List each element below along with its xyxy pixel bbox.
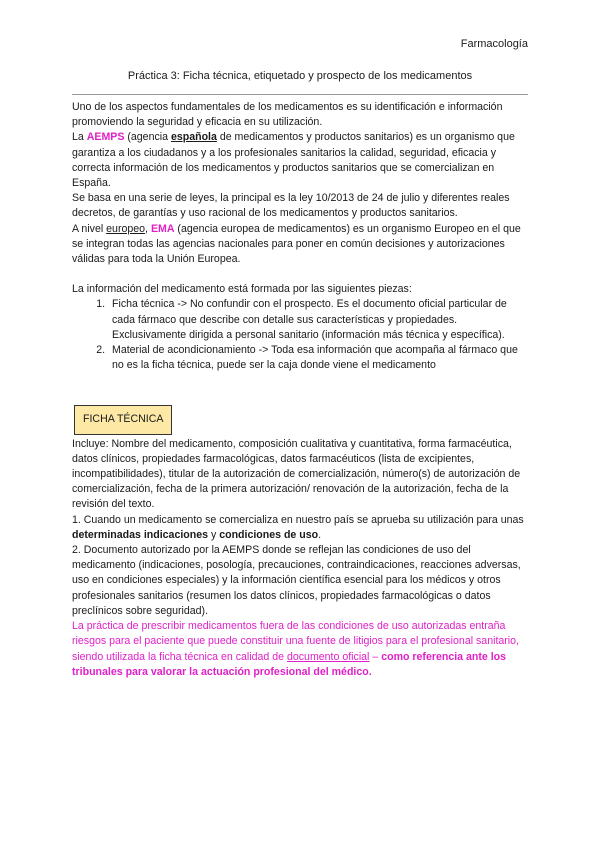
documento-oficial-link: documento oficial <box>286 650 370 663</box>
subject-header: Farmacología <box>460 38 528 50</box>
title-divider <box>72 94 528 95</box>
text: de medicamentos y productos sanitarios) es un organismo que garantiza a los ciudadanos y a los profesionales sanitarios la calidad, seguridad, eficacia y correcta información de los medicamentos y productos sanitarios que se comercializan en España. <box>72 131 515 190</box>
bold-warning: como referencia ante los tribunales para valorar la actuación profesional del médico. <box>72 650 507 678</box>
europeo-word: europeo <box>106 222 146 235</box>
document-body <box>72 100 532 680</box>
text: A nivel <box>72 222 107 235</box>
espanola-word: española <box>170 131 217 144</box>
text: (agencia europea de medicamentos) es un organismo Europeo en el que se integran todas las agencias nacionales para poner en común decisiones y autorizaciones válidas para toda la Unión Europea. <box>72 222 521 266</box>
text: La <box>72 131 87 144</box>
ficha-tecnica-heading: FICHA TÉCNICA <box>74 405 172 434</box>
info-lead: La información del medicamento está formada por las siguientes piezas: <box>72 283 412 296</box>
bold-text: condiciones de uso <box>219 528 319 541</box>
aemps-paragraph <box>72 130 532 191</box>
intro-paragraph: Uno de los aspectos fundamentales de los medicamentos es su identificación e información promoviendo la seguridad y eficacia en su utilización. <box>72 101 503 129</box>
text: . <box>318 528 322 541</box>
point-1 <box>72 513 532 543</box>
text: – <box>369 650 382 663</box>
text: (agencia <box>124 131 171 144</box>
law-paragraph: Se basa en una serie de leyes, la principal es la ley 10/2013 de 24 de julio y diferentes reales decretos, de garantías y uso racional de los medicamentos y productos sanitarios. <box>72 192 510 220</box>
warning-paragraph <box>72 619 532 680</box>
text: y <box>208 528 220 541</box>
spacer <box>72 267 532 282</box>
text: La práctica de prescribir medicamentos fuera de las condiciones de uso autorizadas entraña riesgos para el paciente que puede constituir una fuente de litigios para el profesional sanitario, siendo utilizada la ficha técnica en calidad de <box>72 620 519 663</box>
ema-acronym: EMA <box>150 222 175 235</box>
text: , <box>145 222 151 235</box>
point-2: 2. Documento autorizado por la AEMPS donde se reflejan las condiciones de uso del medicamento (indicaciones, posología, precauciones, contraindicaciones, reacciones adversas, uso en condiciones especiales) y la información científica esencial para los médicos y otros profesionales sanitarios (resumen los datos clínicos, propiedades farmacológicas o datos preclínicos sobre seguridad). <box>72 544 521 617</box>
list-item: 2. Material de acondicionamiento -> Toda esa información que acompaña al fármaco que no es la ficha técnica, puede ser la caja donde viene el medicamento <box>108 343 532 373</box>
incluye-paragraph: Incluye: Nombre del medicamento, composición cualitativa y cuantitativa, forma farmacéutica, datos clínicos, propiedades farmacológicas, datos farmacéuticos (lista de excipientes, incompatibilidades), titular de la autorización de comercialización, número(s) de autorización de comercialización, fecha de la primera autorización/ renovación de la autorización, fecha de la revisión del texto. <box>72 437 521 511</box>
page-title: Práctica 3: Ficha técnica, etiquetado y prospecto de los medicamentos <box>127 70 473 82</box>
bold-text: determinadas indicaciones <box>72 528 209 541</box>
info-list <box>72 297 532 373</box>
ema-paragraph <box>72 222 532 268</box>
aemps-acronym: AEMPS <box>86 131 125 144</box>
text: 1. Cuando un medicamento se comercializa en nuestro país se aprueba su utilización para unas <box>72 513 524 526</box>
list-item: 1. Ficha técnica -> No confundir con el prospecto. Es el documento oficial particular de cada fármaco que describe con detalle sus características y propiedades. Exclusivamente dirigida a personal sanitario (información más técnica y específica). <box>108 297 532 343</box>
